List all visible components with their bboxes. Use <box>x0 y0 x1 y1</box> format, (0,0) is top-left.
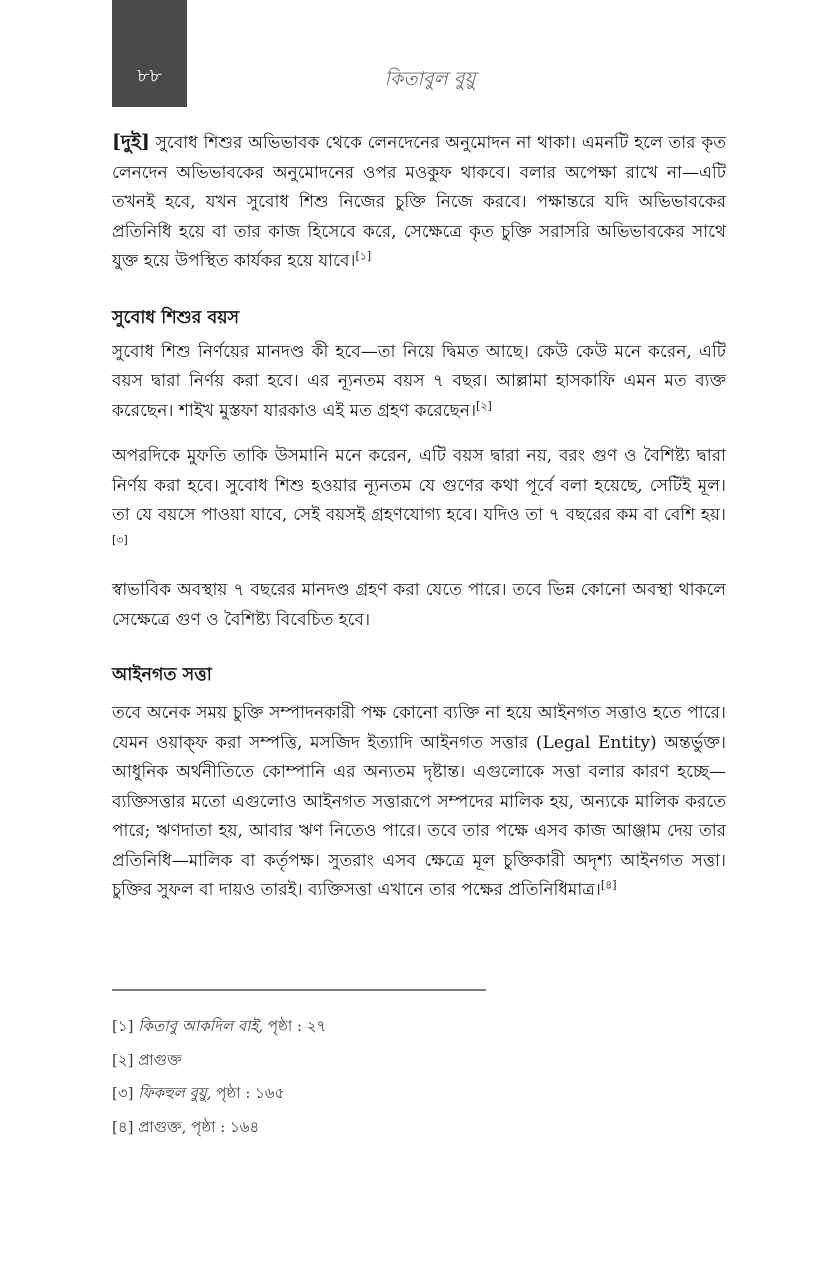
footnotes <box>112 1010 726 1144</box>
paragraph <box>112 338 726 427</box>
footnote-text: প্রাগুক্ত, পৃষ্ঠা : ১৬৪ <box>133 1117 260 1136</box>
footnote-number: [১] <box>112 1017 134 1035</box>
paragraph-two <box>112 128 726 277</box>
footnote-title: ফিকহুল বুয়ু, <box>138 1084 212 1102</box>
paragraph-text: তবে অনেক সময় চুক্তি সম্পাদনকারী পক্ষ কোনো ব্যক্তি না হয়ে আইনগত সত্তাও হতে পারে। যেমন ওয়াক্‌ফ করা সম্পত্তি, মসজিদ ইত্যাদি আইনগত সত্তার (Legal Entity) অন্তর্ভুক্ত। আধুনিক অর্থনীতিতে কোম্পানি এর অন্যতম দৃষ্টান্ত। এগুলোকে সত্তা বলার কারণ হচ্ছে—ব্যক্তিসত্তার মতো এগুলোও আইনগত সত্তারূপে সম্পদের মালিক হয়, অন্যকে মালিক করতে পারে; ঋণদাতা হয়, আবার ঋণ নিতেও পারে। তবে তার পক্ষে এসব কাজ আঞ্জাম দেয় তার প্রতিনিধি—মালিক বা কর্তৃপক্ষ। সুতরাং এসব ক্ষেত্রে মূল চুক্তিকারী অদৃশ্য আইনগত সত্তা। চুক্তির সুফল বা দায়ও তারই। ব্যক্তিসত্তা এখানে তার পক্ষের প্রতিনিধিমাত্র। <box>112 703 726 900</box>
section-heading-legal-entity: আইনগত সত্তা <box>112 665 212 685</box>
paragraph-text: অপরদিকে মুফতি তাকি উসমানি মনে করেন, এটি বয়স দ্বারা নয়, বরং গুণ ও বৈশিষ্ট্য দ্বারা নির্ণয় করা হবে। সুবোধ শিশু হওয়ার ন্যূনতম যে গুণের কথা পূর্বে বলা হয়েছে, সেটিই মূল। তা যে বয়সে পাওয়া যাবে, সেই বয়সই গ্রহণযোগ্য হবে। যদিও তা ৭ বছরের কম বা বেশি হয়। <box>112 446 726 525</box>
main-content <box>112 128 726 906</box>
paragraph <box>112 699 726 906</box>
footnote-text: প্রাগুক্ত <box>133 1050 182 1069</box>
footnote-ref: [২] <box>476 398 492 412</box>
section-heading-age: সুবোধ শিশুর বয়স <box>112 307 240 328</box>
footnote-ref: [৩] <box>112 532 128 546</box>
footnote-ref: [১] <box>355 249 372 263</box>
footnote-number: [৪] <box>112 1117 134 1136</box>
paragraph-text: স্বাভাবিক অবস্থায় ৭ বছরের মানদণ্ড গ্রহণ করা যেতে পারে। তবে ভিন্ন কোনো অবস্থা থাকলে সেক্ষেত্রে গুণ ও বৈশিষ্ট্য বিবেচিত হবে। <box>112 580 726 630</box>
footnote-item <box>112 1111 726 1145</box>
paragraph <box>112 576 726 635</box>
page-number: ৮৮ <box>137 65 162 87</box>
footnote-number: [২] <box>112 1050 134 1069</box>
footnote-title: কিতাবু আকদিল বাই, <box>138 1017 264 1035</box>
paragraph-text: সুবোধ শিশুর অভিভাবক থেকে লেনদেনের অনুমোদন না থাকা। এমনটি হলে তার কৃত লেনদেন অভিভাবকের অনুমোদনের ওপর মওকুফ থাকবে। বলার অপেক্ষা রাখে না—এটি তখনই হবে, যখন সুবোধ শিশু নিজের চুক্তি নিজে করবে। পক্ষান্তরে যদি অভিভাবকের প্রতিনিধি হয়ে বা তার কাজ হিসেবে করে, সেক্ষেত্রে কৃত চুক্তি সরাসরি অভিভাবকের সাথে যুক্ত হয়ে উপস্থিত কার্যকর হয়ে যাবে। <box>112 133 726 271</box>
paragraph-lead: [দুই] <box>112 131 150 153</box>
footnote-text: পৃষ্ঠা : ১৬৫ <box>211 1084 285 1102</box>
paragraph-text: সুবোধ শিশু নির্ণয়ের মানদণ্ড কী হবে—তা নিয়ে দ্বিমত আছে। কেউ কেউ মনে করেন, এটি বয়স দ্বারা নির্ণয় করা হবে। এর ন্যূনতম বয়স ৭ বছর। আল্লামা হাসকাফি এমন মত ব্যক্ত করেছেন। শাইখ মুস্তফা যারকাও এই মত গ্রহণ করেছেন। <box>112 341 726 421</box>
paragraph <box>112 442 726 560</box>
footnote-item <box>112 1077 726 1111</box>
running-title: কিতাবুল বুয়ু <box>384 68 476 90</box>
footnote-item <box>112 1044 726 1078</box>
footnote-ref: [৪] <box>600 878 617 892</box>
footnote-text: পৃষ্ঠা : ২৭ <box>263 1017 327 1035</box>
footnote-number: [৩] <box>112 1084 134 1102</box>
footnote-item <box>112 1010 726 1044</box>
footnote-divider <box>112 989 486 991</box>
